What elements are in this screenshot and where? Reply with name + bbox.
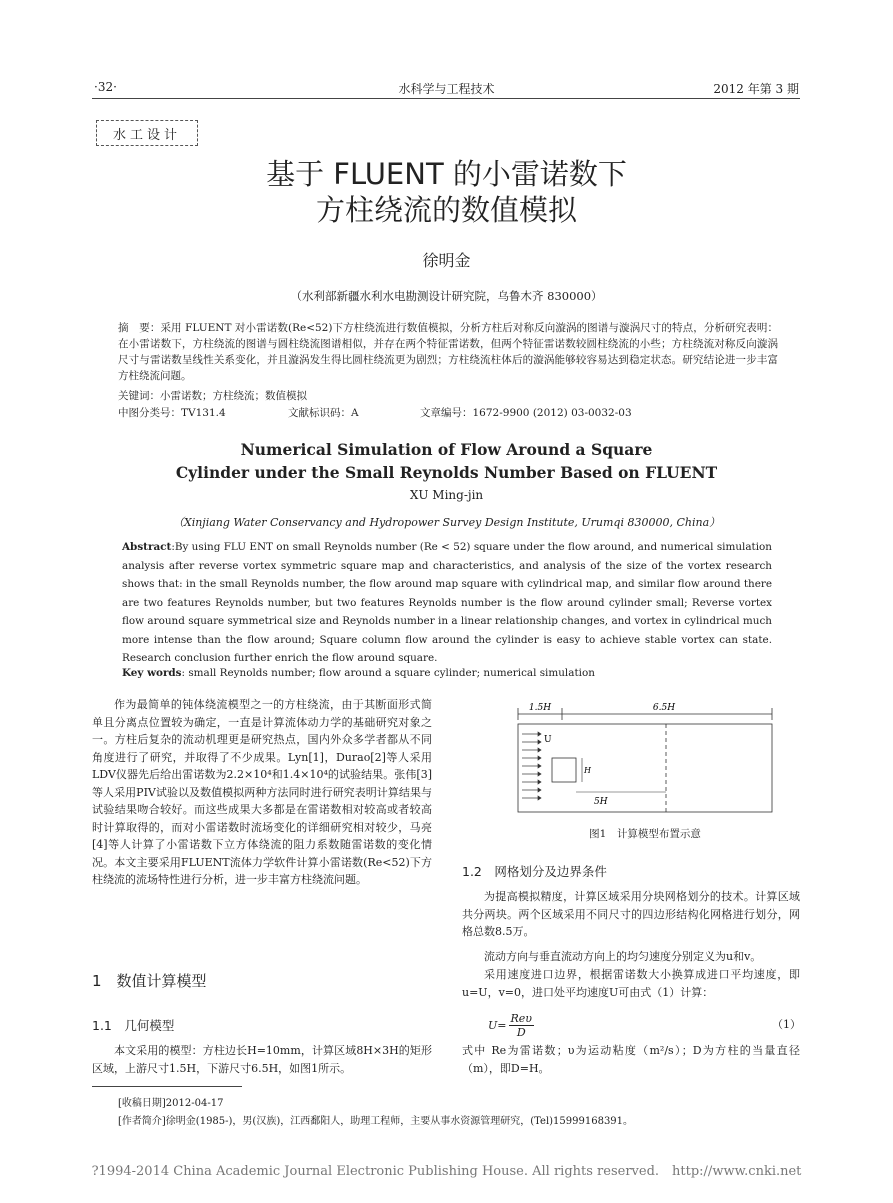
- title-cn-line1: 基于 FLUENT 的小雷诺数下: [266, 157, 627, 191]
- figure-1-diagram: [514, 702, 776, 814]
- equation-number: （1）: [772, 1018, 801, 1031]
- abstract-en-text: :By using FLU ENT on small Reynolds number (Re < 52) square under the flow around, and numerical simulation analysis after reverse vortex symmetric square map and characteristics, and analysis of the size of the vortex research shows that: in the small Reynolds number, the flow around map square with cylindrical map, and similar flow around there are two features Reynolds number, but two features Reynolds number is the flow around cylinder small; Reverse vortex flow around square symmetrical size and Reynolds number in a linear relationship changes, and vortex in cylindrical much more intense than the flow around; Square column flow around the cylinder is easy to achieve stable vortex can state. Research conclusion further enrich the flow around square.: [122, 541, 772, 664]
- figure-1-caption: 图1 计算模型布置示意: [589, 828, 701, 840]
- keywords-en-text: : small Reynolds number; flow around a square cylinder; numerical simulation: [181, 667, 595, 679]
- dim-wake-label: 5H: [594, 797, 608, 807]
- abstract-cn: [118, 320, 778, 384]
- section-1-heading: 1 数值计算模型: [92, 972, 207, 990]
- title-en-line1: Numerical Simulation of Flow Around a Square: [240, 440, 653, 459]
- equation-lhs: U=: [488, 1019, 507, 1032]
- journal-name: 水科学与工程技术: [398, 82, 495, 96]
- keywords-en: [122, 667, 595, 679]
- keywords-cn: 关键词：小雷诺数；方柱绕流；数值模拟: [118, 390, 307, 402]
- affiliation-cn: （水利部新疆水利水电勘测设计研究院，乌鲁木齐 830000）: [290, 289, 603, 303]
- title-en-line2: Cylinder under the Small Reynolds Number Based on FLUENT: [175, 463, 718, 482]
- article-number: 文章编号：1672-9900 (2012) 03-0032-03: [420, 407, 632, 419]
- footnote-rule: [92, 1086, 242, 1087]
- section-1-1-heading: 1.1 几何模型: [92, 1018, 175, 1033]
- section-1-2-heading: 1.2 网格划分及边界条件: [462, 864, 607, 879]
- mesh-paragraph-1: 为提高模拟精度，计算区域采用分块网格划分的技术。计算区域共分两块。两个区域采用不同尺寸的四边形结构化网格进行划分，网格总数8.5万。: [462, 890, 800, 938]
- copyright-line: ?1994-2014 China Academic Journal Electronic Publishing House. All rights reserved. http://www.cnki.net: [91, 1164, 802, 1179]
- header-rule: [92, 98, 800, 99]
- geometry-paragraph: 本文采用的模型：方柱边长H=10mm，计算区域8H×3H的矩形区域，上游尺寸1.5H，下游尺寸6.5H，如图1所示。: [92, 1044, 432, 1075]
- inlet-velocity-label: U: [544, 735, 552, 745]
- square-cylinder: [552, 758, 576, 782]
- footnote-received: [收稿日期]2012-04-17: [118, 1098, 224, 1109]
- keywords-en-label: Key words: [122, 667, 182, 679]
- issue-label: 2012 年第 3 期: [713, 82, 799, 96]
- page-number: ·32·: [94, 80, 117, 94]
- dim-downstream-label: 6.5H: [652, 703, 676, 713]
- abstract-cn-text: 采用 FLUENT 对小雷诺数(Re<52)下方柱绕流进行数值模拟，分析方柱后对称反向漩涡的图谱与漩涡尺寸的特点，分析研究表明：在小雷诺数下，方柱绕流的图谱与圆柱绕流图谱相似，并存在两个特征雷诺数，但两个特征雷诺数较圆柱绕流的小些；方柱绕流对称反向漩涡尺寸与雷诺数呈线性关系变化，并且漩涡发生得比圆柱绕流更为剧烈；方柱绕流柱体后的漩涡能够较容易达到稳定状态。研究结论进一步丰富方柱绕流问题。: [118, 322, 778, 382]
- doc-code: 文献标识码：A: [288, 407, 359, 419]
- abstract-cn-label: 摘 要：: [118, 322, 161, 334]
- equation-explanation: 式中 Re为雷诺数；υ为运动粘度（m²/s）；D为方柱的当量直径（m），即D=H。: [462, 1044, 800, 1075]
- title-cn-line2: 方柱绕流的数值模拟: [315, 193, 577, 227]
- equation-numerator: Reυ: [510, 1012, 532, 1025]
- author-en: XU Ming-jin: [409, 488, 484, 502]
- affiliation-en: （Xinjiang Water Conservancy and Hydropower Survey Design Institute, Urumqi 830000, China）: [172, 516, 721, 529]
- inlet-arrows: [522, 732, 541, 800]
- side-length-label: H: [584, 766, 591, 775]
- equation-1: [488, 1012, 534, 1039]
- author-cn: 徐明金: [422, 251, 471, 270]
- domain-rect: [518, 724, 772, 812]
- clc-number: 中图分类号：TV131.4: [118, 407, 226, 419]
- intro-paragraph: 作为最简单的钝体绕流模型之一的方柱绕流，由于其断面形式简单且分离点位置较为确定，一直是计算流体动力学的基础研究对象之一。方柱后复杂的流动机理更是研究热点，国内外众多学者都从不同角度进行了研究，并取得了不少成果。Lyn[1]，Durao[2]等人采用LDV仪器先后给出雷诺数为2.2×10⁴和1.4×10⁴的试验结果。张伟[3]等人采用PIV试验以及数值模拟两种方法同时进行研究表明计算结果与试验结果吻合较好。而这些成果大多都是在雷诺数相对较高或者较高时计算取得的，而对小雷诺数时流场变化的详细研究相对较少，马亮[4]等人计算了小雷诺数下立方体绕流的阻力系数随雷诺数的变化情况。本文主要采用FLUENT流体力学软件计算小雷诺数(Re<52)下方柱绕流的流场特性进行分析，进一步丰富方柱绕流问题。: [92, 698, 432, 886]
- dim-upstream-label: 1.5H: [528, 703, 552, 713]
- equation-denominator: D: [516, 1026, 526, 1039]
- abstract-en-label: Abstract: [122, 541, 172, 553]
- mesh-paragraph-2: 流动方向与垂直流动方向上的均匀速度分别定义为u和v。: [484, 950, 762, 963]
- equation-fraction: [509, 1012, 534, 1039]
- column-tag: 水工设计: [96, 120, 198, 146]
- abstract-en: [122, 538, 772, 668]
- mesh-paragraph-3: 采用速度进口边界，根据雷诺数大小换算成进口平均速度，即u=U，v=0，进口处平均速度U可由式（1）计算：: [462, 968, 800, 999]
- footnote-author-bio: [作者简介]徐明金(1985-)，男(汉族)，江西鄱阳人，助理工程师，主要从事水资源管理研究，(Tel)15999168391。: [118, 1116, 634, 1127]
